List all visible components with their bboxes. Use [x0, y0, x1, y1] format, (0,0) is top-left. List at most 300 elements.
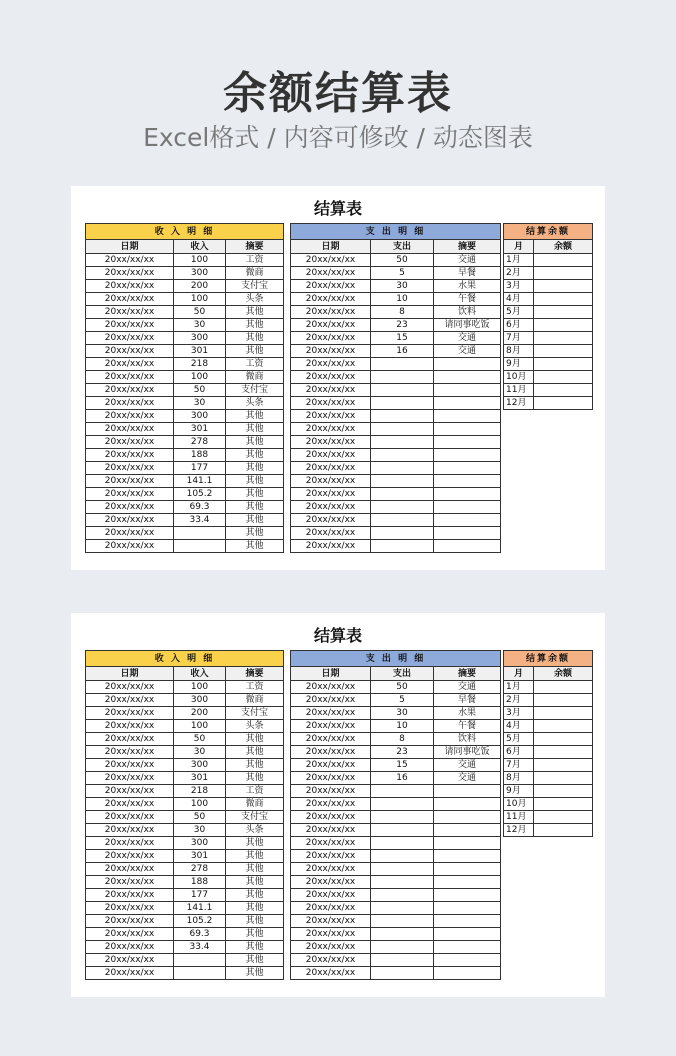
table-cell[interactable]: [534, 332, 593, 345]
table-cell[interactable]: 105.2: [174, 915, 226, 928]
table-cell[interactable]: 20xx/xx/xx: [86, 449, 174, 462]
table-cell[interactable]: [434, 423, 501, 436]
table-cell[interactable]: 20xx/xx/xx: [291, 332, 371, 345]
table-cell[interactable]: [371, 410, 434, 423]
table-cell[interactable]: 15: [371, 759, 434, 772]
table-cell[interactable]: 20xx/xx/xx: [291, 720, 371, 733]
table-cell[interactable]: [534, 798, 593, 811]
table-cell[interactable]: 20xx/xx/xx: [86, 837, 174, 850]
table-cell[interactable]: 20xx/xx/xx: [86, 733, 174, 746]
table-cell[interactable]: 10月: [504, 798, 534, 811]
table-cell[interactable]: 20xx/xx/xx: [86, 707, 174, 720]
table-cell[interactable]: [434, 941, 501, 954]
table-cell[interactable]: 支付宝: [226, 811, 284, 824]
table-cell[interactable]: 50: [174, 811, 226, 824]
table-cell[interactable]: [534, 306, 593, 319]
table-cell[interactable]: 20xx/xx/xx: [291, 707, 371, 720]
table-cell[interactable]: 20xx/xx/xx: [291, 423, 371, 436]
table-cell[interactable]: 其他: [226, 876, 284, 889]
table-cell[interactable]: 20xx/xx/xx: [291, 501, 371, 514]
table-cell[interactable]: 301: [174, 423, 226, 436]
table-cell[interactable]: 100: [174, 254, 226, 267]
table-cell[interactable]: [371, 967, 434, 980]
table-cell[interactable]: 20xx/xx/xx: [291, 410, 371, 423]
table-cell[interactable]: [434, 449, 501, 462]
table-cell[interactable]: [434, 798, 501, 811]
table-cell[interactable]: 12月: [504, 397, 534, 410]
table-cell[interactable]: 69.3: [174, 928, 226, 941]
table-cell[interactable]: 工资: [226, 785, 284, 798]
table-cell[interactable]: 工资: [226, 681, 284, 694]
table-cell[interactable]: [434, 397, 501, 410]
table-cell[interactable]: 20xx/xx/xx: [291, 397, 371, 410]
table-cell[interactable]: 3月: [504, 707, 534, 720]
table-cell[interactable]: 50: [174, 733, 226, 746]
table-cell[interactable]: 300: [174, 267, 226, 280]
table-cell[interactable]: 20xx/xx/xx: [291, 254, 371, 267]
table-cell[interactable]: 交通: [434, 759, 501, 772]
table-cell[interactable]: 20xx/xx/xx: [86, 759, 174, 772]
table-cell[interactable]: [371, 798, 434, 811]
table-cell[interactable]: 20xx/xx/xx: [86, 397, 174, 410]
table-cell[interactable]: 11月: [504, 811, 534, 824]
table-cell[interactable]: 301: [174, 345, 226, 358]
table-cell[interactable]: 20xx/xx/xx: [291, 941, 371, 954]
table-cell[interactable]: [434, 540, 501, 553]
table-cell[interactable]: 20xx/xx/xx: [86, 681, 174, 694]
table-cell[interactable]: 8: [371, 733, 434, 746]
table-cell[interactable]: 工资: [226, 254, 284, 267]
table-cell[interactable]: 100: [174, 798, 226, 811]
table-cell[interactable]: [371, 514, 434, 527]
table-cell[interactable]: 20xx/xx/xx: [86, 436, 174, 449]
table-cell[interactable]: 饮料: [434, 306, 501, 319]
table-cell[interactable]: [534, 811, 593, 824]
table-cell[interactable]: 20xx/xx/xx: [291, 371, 371, 384]
table-cell[interactable]: [534, 267, 593, 280]
table-cell[interactable]: [534, 681, 593, 694]
table-cell[interactable]: 200: [174, 707, 226, 720]
table-cell[interactable]: [434, 902, 501, 915]
table-cell[interactable]: 交通: [434, 345, 501, 358]
table-cell[interactable]: 100: [174, 681, 226, 694]
table-cell[interactable]: 30: [371, 707, 434, 720]
table-cell[interactable]: 5: [371, 267, 434, 280]
table-cell[interactable]: 20xx/xx/xx: [86, 462, 174, 475]
table-cell[interactable]: 301: [174, 772, 226, 785]
table-cell[interactable]: 20xx/xx/xx: [291, 488, 371, 501]
table-cell[interactable]: 20xx/xx/xx: [86, 540, 174, 553]
table-cell[interactable]: 其他: [226, 746, 284, 759]
table-cell[interactable]: 100: [174, 720, 226, 733]
table-cell[interactable]: 其他: [226, 319, 284, 332]
table-cell[interactable]: 20xx/xx/xx: [86, 319, 174, 332]
table-cell[interactable]: 午餐: [434, 293, 501, 306]
table-cell[interactable]: 20xx/xx/xx: [86, 514, 174, 527]
table-cell[interactable]: 3月: [504, 280, 534, 293]
table-cell[interactable]: [371, 397, 434, 410]
table-cell[interactable]: 8: [371, 306, 434, 319]
table-cell[interactable]: 50: [371, 254, 434, 267]
table-cell[interactable]: 20xx/xx/xx: [86, 488, 174, 501]
table-cell[interactable]: 早餐: [434, 267, 501, 280]
table-cell[interactable]: 20xx/xx/xx: [291, 462, 371, 475]
table-cell[interactable]: 20xx/xx/xx: [291, 967, 371, 980]
table-cell[interactable]: 7月: [504, 332, 534, 345]
table-cell[interactable]: 177: [174, 889, 226, 902]
table-cell[interactable]: [534, 319, 593, 332]
table-cell[interactable]: 其他: [226, 915, 284, 928]
table-cell[interactable]: 20xx/xx/xx: [86, 527, 174, 540]
table-cell[interactable]: 其他: [226, 423, 284, 436]
table-cell[interactable]: 交通: [434, 681, 501, 694]
table-cell[interactable]: [534, 345, 593, 358]
table-cell[interactable]: 20xx/xx/xx: [86, 928, 174, 941]
table-cell[interactable]: [371, 540, 434, 553]
table-cell[interactable]: [434, 837, 501, 850]
table-cell[interactable]: [371, 915, 434, 928]
table-cell[interactable]: 20xx/xx/xx: [86, 293, 174, 306]
table-cell[interactable]: 188: [174, 876, 226, 889]
table-cell[interactable]: 微商: [226, 267, 284, 280]
table-cell[interactable]: 20xx/xx/xx: [291, 928, 371, 941]
table-cell[interactable]: 5月: [504, 306, 534, 319]
table-cell[interactable]: [534, 293, 593, 306]
table-cell[interactable]: 其他: [226, 759, 284, 772]
table-cell[interactable]: 9月: [504, 358, 534, 371]
table-cell[interactable]: 20xx/xx/xx: [291, 798, 371, 811]
table-cell[interactable]: 20xx/xx/xx: [86, 785, 174, 798]
table-cell[interactable]: 20xx/xx/xx: [291, 384, 371, 397]
table-cell[interactable]: [371, 954, 434, 967]
table-cell[interactable]: 20xx/xx/xx: [291, 915, 371, 928]
table-cell[interactable]: 20xx/xx/xx: [86, 863, 174, 876]
table-cell[interactable]: [434, 436, 501, 449]
table-cell[interactable]: 20xx/xx/xx: [291, 540, 371, 553]
table-cell[interactable]: 278: [174, 863, 226, 876]
table-cell[interactable]: 105.2: [174, 488, 226, 501]
table-cell[interactable]: 饮料: [434, 733, 501, 746]
table-cell[interactable]: 300: [174, 837, 226, 850]
table-cell[interactable]: [434, 811, 501, 824]
table-cell[interactable]: 20xx/xx/xx: [291, 449, 371, 462]
table-cell[interactable]: 20xx/xx/xx: [86, 254, 174, 267]
table-cell[interactable]: 其他: [226, 306, 284, 319]
table-cell[interactable]: [371, 785, 434, 798]
table-cell[interactable]: 1月: [504, 254, 534, 267]
table-cell[interactable]: 20xx/xx/xx: [291, 306, 371, 319]
table-cell[interactable]: 6月: [504, 746, 534, 759]
table-cell[interactable]: [371, 371, 434, 384]
table-cell[interactable]: 20xx/xx/xx: [291, 293, 371, 306]
table-cell[interactable]: 20xx/xx/xx: [86, 475, 174, 488]
table-cell[interactable]: 20xx/xx/xx: [86, 811, 174, 824]
table-cell[interactable]: 30: [371, 280, 434, 293]
table-cell[interactable]: 午餐: [434, 720, 501, 733]
table-cell[interactable]: [371, 941, 434, 954]
table-cell[interactable]: 141.1: [174, 475, 226, 488]
table-cell[interactable]: [371, 527, 434, 540]
table-cell[interactable]: 20xx/xx/xx: [291, 345, 371, 358]
table-cell[interactable]: 20xx/xx/xx: [291, 824, 371, 837]
table-cell[interactable]: [371, 876, 434, 889]
table-cell[interactable]: [371, 824, 434, 837]
table-cell[interactable]: [174, 967, 226, 980]
table-cell[interactable]: 218: [174, 785, 226, 798]
table-cell[interactable]: 微商: [226, 798, 284, 811]
table-cell[interactable]: [371, 863, 434, 876]
table-cell[interactable]: 20xx/xx/xx: [86, 694, 174, 707]
table-cell[interactable]: 支付宝: [226, 707, 284, 720]
table-cell[interactable]: 50: [174, 384, 226, 397]
table-cell[interactable]: 其他: [226, 928, 284, 941]
table-cell[interactable]: 20xx/xx/xx: [291, 850, 371, 863]
table-cell[interactable]: 20xx/xx/xx: [86, 384, 174, 397]
table-cell[interactable]: 支付宝: [226, 280, 284, 293]
table-cell[interactable]: 交通: [434, 254, 501, 267]
table-cell[interactable]: 其他: [226, 436, 284, 449]
table-cell[interactable]: 69.3: [174, 501, 226, 514]
table-cell[interactable]: [534, 720, 593, 733]
table-cell[interactable]: [534, 759, 593, 772]
table-cell[interactable]: 其他: [226, 488, 284, 501]
table-cell[interactable]: [434, 876, 501, 889]
table-cell[interactable]: [434, 928, 501, 941]
table-cell[interactable]: 33.4: [174, 941, 226, 954]
table-cell[interactable]: 其他: [226, 527, 284, 540]
table-cell[interactable]: 300: [174, 694, 226, 707]
table-cell[interactable]: [371, 358, 434, 371]
table-cell[interactable]: 20xx/xx/xx: [86, 889, 174, 902]
table-cell[interactable]: 20xx/xx/xx: [86, 267, 174, 280]
table-cell[interactable]: [174, 540, 226, 553]
table-cell[interactable]: 交通: [434, 332, 501, 345]
table-cell[interactable]: [534, 358, 593, 371]
table-cell[interactable]: 5: [371, 694, 434, 707]
table-cell[interactable]: 其他: [226, 902, 284, 915]
table-cell[interactable]: [534, 280, 593, 293]
table-cell[interactable]: 20xx/xx/xx: [291, 837, 371, 850]
table-cell[interactable]: 水果: [434, 280, 501, 293]
table-cell[interactable]: 20xx/xx/xx: [291, 319, 371, 332]
table-cell[interactable]: [434, 462, 501, 475]
table-cell[interactable]: 50: [174, 306, 226, 319]
table-cell[interactable]: 其他: [226, 410, 284, 423]
table-cell[interactable]: 30: [174, 397, 226, 410]
table-cell[interactable]: [434, 475, 501, 488]
table-cell[interactable]: 请同事吃饭: [434, 746, 501, 759]
table-cell[interactable]: 20xx/xx/xx: [291, 514, 371, 527]
table-cell[interactable]: 20xx/xx/xx: [291, 475, 371, 488]
table-cell[interactable]: 300: [174, 410, 226, 423]
table-cell[interactable]: [534, 707, 593, 720]
table-cell[interactable]: 6月: [504, 319, 534, 332]
table-cell[interactable]: 其他: [226, 889, 284, 902]
table-cell[interactable]: [371, 928, 434, 941]
table-cell[interactable]: 其他: [226, 449, 284, 462]
table-cell[interactable]: 4月: [504, 293, 534, 306]
table-cell[interactable]: 11月: [504, 384, 534, 397]
table-cell[interactable]: 20xx/xx/xx: [86, 967, 174, 980]
table-cell[interactable]: [434, 514, 501, 527]
table-cell[interactable]: 30: [174, 746, 226, 759]
table-cell[interactable]: 4月: [504, 720, 534, 733]
table-cell[interactable]: 301: [174, 850, 226, 863]
table-cell[interactable]: 9月: [504, 785, 534, 798]
table-cell[interactable]: 8月: [504, 345, 534, 358]
table-cell[interactable]: 交通: [434, 772, 501, 785]
table-cell[interactable]: 20xx/xx/xx: [86, 824, 174, 837]
table-cell[interactable]: 10: [371, 720, 434, 733]
table-cell[interactable]: [371, 837, 434, 850]
table-cell[interactable]: 100: [174, 371, 226, 384]
table-cell[interactable]: 20xx/xx/xx: [86, 423, 174, 436]
table-cell[interactable]: [371, 850, 434, 863]
table-cell[interactable]: 20xx/xx/xx: [86, 501, 174, 514]
table-cell[interactable]: 20xx/xx/xx: [86, 746, 174, 759]
table-cell[interactable]: 20xx/xx/xx: [86, 850, 174, 863]
table-cell[interactable]: [434, 824, 501, 837]
table-cell[interactable]: 微商: [226, 371, 284, 384]
table-cell[interactable]: 水果: [434, 707, 501, 720]
table-cell[interactable]: 15: [371, 332, 434, 345]
table-cell[interactable]: 33.4: [174, 514, 226, 527]
table-cell[interactable]: 20xx/xx/xx: [291, 759, 371, 772]
table-cell[interactable]: 23: [371, 746, 434, 759]
table-cell[interactable]: 20xx/xx/xx: [86, 798, 174, 811]
table-cell[interactable]: 8月: [504, 772, 534, 785]
table-cell[interactable]: [434, 358, 501, 371]
table-cell[interactable]: 20xx/xx/xx: [86, 332, 174, 345]
table-cell[interactable]: 20xx/xx/xx: [291, 267, 371, 280]
table-cell[interactable]: [371, 501, 434, 514]
table-cell[interactable]: 20xx/xx/xx: [291, 358, 371, 371]
table-cell[interactable]: 20xx/xx/xx: [86, 280, 174, 293]
table-cell[interactable]: 其他: [226, 540, 284, 553]
table-cell[interactable]: 20xx/xx/xx: [86, 772, 174, 785]
table-cell[interactable]: [434, 915, 501, 928]
table-cell[interactable]: 20xx/xx/xx: [86, 876, 174, 889]
table-cell[interactable]: [434, 889, 501, 902]
table-cell[interactable]: [534, 371, 593, 384]
table-cell[interactable]: [534, 772, 593, 785]
table-cell[interactable]: 218: [174, 358, 226, 371]
table-cell[interactable]: [534, 785, 593, 798]
table-cell[interactable]: [434, 785, 501, 798]
table-cell[interactable]: 20xx/xx/xx: [86, 410, 174, 423]
table-cell[interactable]: 7月: [504, 759, 534, 772]
table-cell[interactable]: 其他: [226, 462, 284, 475]
table-cell[interactable]: 20xx/xx/xx: [86, 345, 174, 358]
table-cell[interactable]: [534, 384, 593, 397]
table-cell[interactable]: [534, 746, 593, 759]
table-cell[interactable]: 12月: [504, 824, 534, 837]
table-cell[interactable]: 177: [174, 462, 226, 475]
table-cell[interactable]: [371, 475, 434, 488]
table-cell[interactable]: 20xx/xx/xx: [291, 902, 371, 915]
table-cell[interactable]: [174, 954, 226, 967]
table-cell[interactable]: 其他: [226, 772, 284, 785]
table-cell[interactable]: 10月: [504, 371, 534, 384]
table-cell[interactable]: 20xx/xx/xx: [291, 280, 371, 293]
table-cell[interactable]: [434, 527, 501, 540]
table-cell[interactable]: 278: [174, 436, 226, 449]
table-cell[interactable]: 1月: [504, 681, 534, 694]
table-cell[interactable]: [371, 384, 434, 397]
table-cell[interactable]: 其他: [226, 954, 284, 967]
table-cell[interactable]: 200: [174, 280, 226, 293]
table-cell[interactable]: 300: [174, 759, 226, 772]
table-cell[interactable]: 20xx/xx/xx: [86, 954, 174, 967]
table-cell[interactable]: [434, 410, 501, 423]
table-cell[interactable]: 20xx/xx/xx: [291, 811, 371, 824]
table-cell[interactable]: 其他: [226, 941, 284, 954]
table-cell[interactable]: 30: [174, 824, 226, 837]
table-cell[interactable]: [434, 954, 501, 967]
table-cell[interactable]: 2月: [504, 694, 534, 707]
table-cell[interactable]: 300: [174, 332, 226, 345]
table-cell[interactable]: 工资: [226, 358, 284, 371]
table-cell[interactable]: 20xx/xx/xx: [86, 941, 174, 954]
table-cell[interactable]: 其他: [226, 475, 284, 488]
table-cell[interactable]: 请同事吃饭: [434, 319, 501, 332]
table-cell[interactable]: 100: [174, 293, 226, 306]
table-cell[interactable]: [371, 423, 434, 436]
table-cell[interactable]: 23: [371, 319, 434, 332]
table-cell[interactable]: 16: [371, 772, 434, 785]
table-cell[interactable]: 20xx/xx/xx: [291, 746, 371, 759]
table-cell[interactable]: [534, 824, 593, 837]
table-cell[interactable]: [371, 449, 434, 462]
table-cell[interactable]: 20xx/xx/xx: [291, 733, 371, 746]
table-cell[interactable]: 其他: [226, 501, 284, 514]
table-cell[interactable]: 其他: [226, 345, 284, 358]
table-cell[interactable]: 20xx/xx/xx: [291, 863, 371, 876]
table-cell[interactable]: [371, 488, 434, 501]
table-cell[interactable]: 20xx/xx/xx: [86, 902, 174, 915]
table-cell[interactable]: [371, 462, 434, 475]
table-cell[interactable]: [371, 811, 434, 824]
table-cell[interactable]: 其他: [226, 967, 284, 980]
table-cell[interactable]: 20xx/xx/xx: [86, 358, 174, 371]
table-cell[interactable]: [434, 488, 501, 501]
table-cell[interactable]: 微商: [226, 694, 284, 707]
table-cell[interactable]: 早餐: [434, 694, 501, 707]
table-cell[interactable]: 其他: [226, 514, 284, 527]
table-cell[interactable]: [534, 694, 593, 707]
table-cell[interactable]: [434, 863, 501, 876]
table-cell[interactable]: 20xx/xx/xx: [291, 785, 371, 798]
table-cell[interactable]: [534, 733, 593, 746]
table-cell[interactable]: 188: [174, 449, 226, 462]
table-cell[interactable]: 20xx/xx/xx: [291, 876, 371, 889]
table-cell[interactable]: 5月: [504, 733, 534, 746]
table-cell[interactable]: 支付宝: [226, 384, 284, 397]
table-cell[interactable]: 50: [371, 681, 434, 694]
table-cell[interactable]: 头条: [226, 720, 284, 733]
table-cell[interactable]: [371, 889, 434, 902]
table-cell[interactable]: 20xx/xx/xx: [86, 306, 174, 319]
table-cell[interactable]: 其他: [226, 733, 284, 746]
table-cell[interactable]: [434, 384, 501, 397]
table-cell[interactable]: 其他: [226, 850, 284, 863]
table-cell[interactable]: 20xx/xx/xx: [291, 772, 371, 785]
table-cell[interactable]: 16: [371, 345, 434, 358]
table-cell[interactable]: [534, 397, 593, 410]
table-cell[interactable]: [434, 371, 501, 384]
table-cell[interactable]: [434, 850, 501, 863]
table-cell[interactable]: 头条: [226, 397, 284, 410]
